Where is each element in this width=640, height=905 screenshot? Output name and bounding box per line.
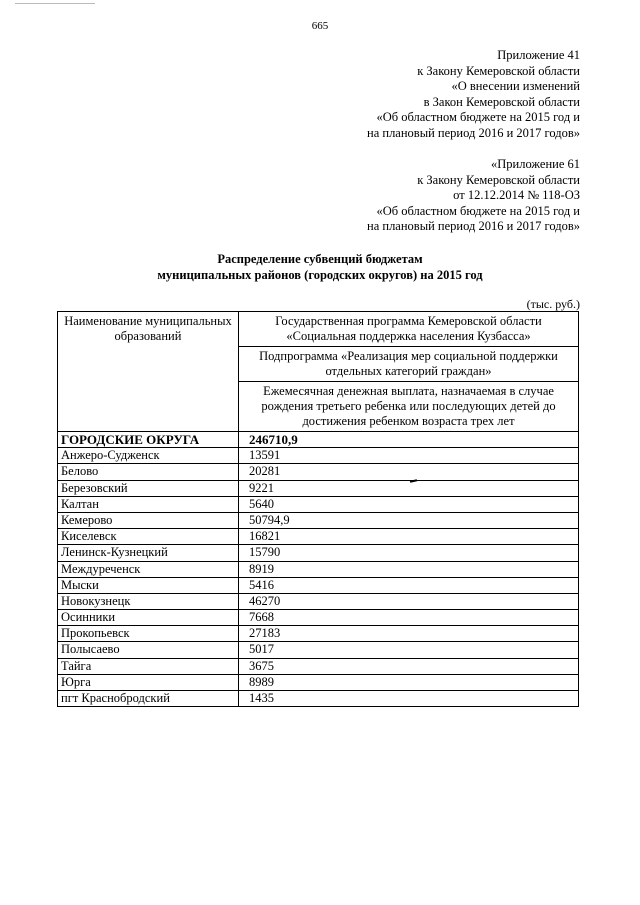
header-name-cell: Наименование муниципальных образований — [58, 312, 239, 432]
row-name: Тайга — [58, 658, 239, 674]
table-row — [58, 545, 579, 561]
row-value: 3675 — [239, 658, 579, 674]
row-value: 8919 — [239, 561, 579, 577]
appendix-line: на плановый период 2016 и 2017 годов» — [367, 219, 580, 233]
table-row — [58, 529, 579, 545]
row-value: 16821 — [239, 529, 579, 545]
row-name: Ленинск-Кузнецкий — [58, 545, 239, 561]
appendix-line: от 12.12.2014 № 118-ОЗ — [453, 188, 580, 202]
row-value: 20281 — [239, 464, 579, 480]
row-name: Березовский — [58, 480, 239, 496]
appendix-line: «Приложение 61 — [491, 157, 580, 171]
row-value: 13591 — [239, 448, 579, 464]
table-row — [58, 448, 579, 464]
row-name: Мыски — [58, 577, 239, 593]
row-value: 246710,9 — [239, 432, 579, 448]
header-program-cell: Государственная программа Кемеровской области «Социальная поддержка населения Кузбасса» — [239, 312, 579, 347]
document-title — [0, 251, 640, 283]
row-value: 1435 — [239, 691, 579, 707]
row-name: Полысаево — [58, 642, 239, 658]
row-value: 15790 — [239, 545, 579, 561]
table-row — [58, 626, 579, 642]
row-name: Новокузнецк — [58, 593, 239, 609]
appendix-line: «О внесении изменений — [451, 79, 580, 93]
row-value: 7668 — [239, 610, 579, 626]
row-name: Киселевск — [58, 529, 239, 545]
table-row — [58, 480, 579, 496]
row-name: Кемерово — [58, 512, 239, 528]
header-measure-cell: Ежемесячная денежная выплата, назначаемая в случае рождения третьего ребенка или последующих детей до достижения ребенком возраста трех лет — [239, 382, 579, 432]
appendix-61-block — [367, 157, 580, 235]
table-row — [58, 610, 579, 626]
row-name: ГОРОДСКИЕ ОКРУГА — [58, 432, 239, 448]
table-row — [58, 496, 579, 512]
row-value: 8989 — [239, 674, 579, 690]
table-row-total — [58, 432, 579, 448]
appendix-41-block — [367, 48, 580, 141]
row-name: пгт Краснобродский — [58, 691, 239, 707]
subvention-table — [57, 311, 579, 707]
appendix-line: «Об областном бюджете на 2015 год и — [376, 203, 580, 218]
appendix-line: в Закон Кемеровской области — [423, 94, 580, 109]
row-name: Прокопьевск — [58, 626, 239, 642]
row-value: 50794,9 — [239, 512, 579, 528]
row-value: 5640 — [239, 496, 579, 512]
table-row — [58, 593, 579, 609]
table-row — [58, 642, 579, 658]
scan-edge-line — [15, 3, 95, 4]
table-row — [58, 464, 579, 480]
table-row — [58, 674, 579, 690]
row-name: Осинники — [58, 610, 239, 626]
table-row — [58, 658, 579, 674]
row-name: Калтан — [58, 496, 239, 512]
table-row — [58, 577, 579, 593]
appendix-line: на плановый период 2016 и 2017 годов» — [367, 125, 580, 140]
table-row — [58, 691, 579, 707]
row-name: Анжеро-Судженск — [58, 448, 239, 464]
appendix-line: Приложение 41 — [497, 48, 580, 62]
row-name: Междуреченск — [58, 561, 239, 577]
appendix-line: «Об областном бюджете на 2015 год и — [376, 110, 580, 124]
page-number: 665 — [311, 20, 329, 32]
appendix-line: к Закону Кемеровской области — [417, 172, 580, 187]
title-line: муниципальных районов (городских округов) на 2015 год — [157, 268, 483, 282]
row-value: 5416 — [239, 577, 579, 593]
header-subprogram-cell: Подпрограмма «Реализация мер социальной поддержки отдельных категорий граждан» — [239, 347, 579, 382]
table-row — [58, 512, 579, 528]
row-value: 46270 — [239, 593, 579, 609]
row-name: Юрга — [58, 674, 239, 690]
table-row — [58, 561, 579, 577]
units-label: (тыс. руб.) — [526, 297, 580, 311]
appendix-line: к Закону Кемеровской области — [417, 63, 580, 78]
title-line: Распределение субвенций бюджетам — [217, 252, 423, 266]
row-value: 9221 — [239, 480, 579, 496]
row-value: 27183 — [239, 626, 579, 642]
row-name: Белово — [58, 464, 239, 480]
row-value: 5017 — [239, 642, 579, 658]
